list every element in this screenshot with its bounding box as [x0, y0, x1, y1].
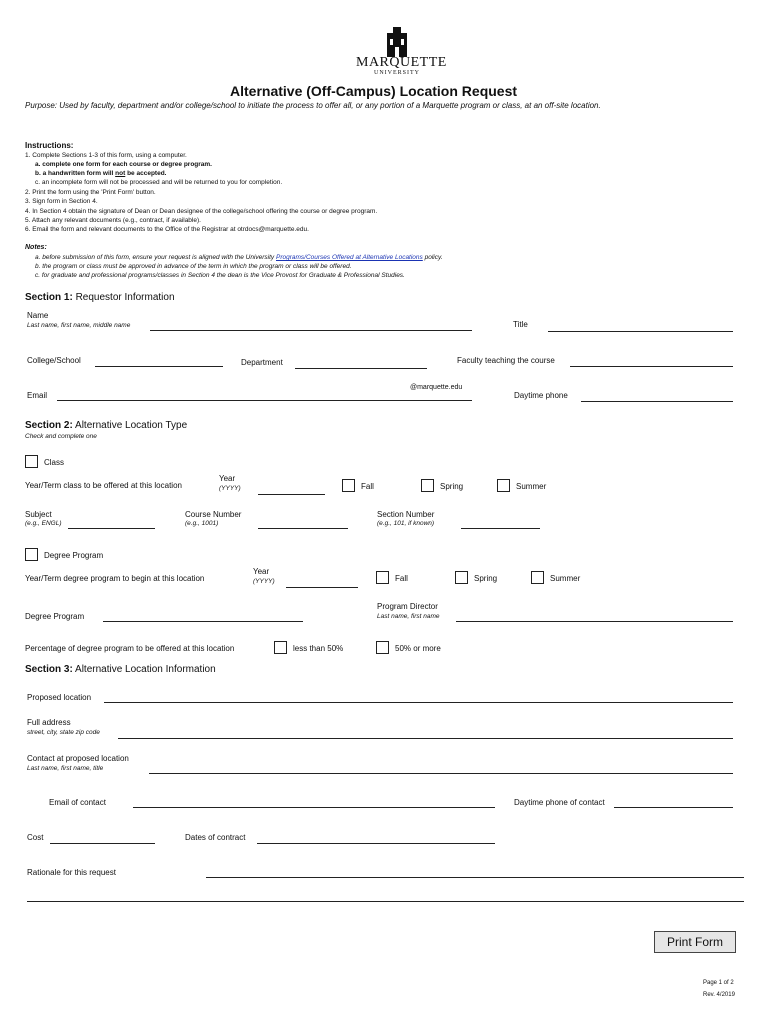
section-2-number: Section 2:	[25, 420, 73, 431]
logo-name: MARQUETTE	[356, 55, 447, 70]
class-spring-checkbox[interactable]	[421, 479, 434, 492]
degree-spring-label: Spring	[474, 574, 498, 583]
subject-field[interactable]	[68, 528, 155, 529]
section-3-number: Section 3:	[25, 664, 73, 675]
course-number-field[interactable]	[258, 528, 348, 529]
cost-label: Cost	[27, 833, 44, 842]
logo-sub: UNIVERSITY	[374, 70, 420, 76]
degree-program-checkbox[interactable]	[25, 548, 38, 561]
contact-phone-field[interactable]	[614, 807, 733, 808]
tower-logo-icon	[385, 27, 409, 57]
contact-phone-label: Daytime phone of contact	[514, 798, 605, 807]
degree-fall-checkbox[interactable]	[376, 571, 389, 584]
proposed-location-label: Proposed location	[27, 693, 92, 702]
full-address-field[interactable]	[118, 738, 733, 739]
class-summer-label: Summer	[516, 482, 547, 491]
less-than-50-label: less than 50%	[293, 644, 344, 653]
department-label: Department	[241, 358, 283, 367]
faculty-field[interactable]	[570, 366, 733, 367]
class-summer-checkbox[interactable]	[497, 479, 510, 492]
less-than-50-checkbox[interactable]	[274, 641, 287, 654]
proposed-location-field[interactable]	[104, 702, 733, 703]
page-title: Alternative (Off-Campus) Location Request	[230, 83, 518, 99]
page-number: Page 1 of 2	[703, 980, 734, 986]
rationale-label: Rationale for this request	[27, 868, 116, 877]
note-c: c. for graduate and professional programs/classes in Section 4 the dean is the Vice Provost for Graduate & Professional Studies.	[35, 272, 405, 279]
section-1-heading	[25, 292, 175, 303]
instruction-6: 6. Email the form and relevant documents to the Office of the Registrar at otrdocs@marquette.edu.	[25, 226, 309, 233]
section-3-heading	[25, 664, 216, 675]
class-fall-label: Fall	[361, 482, 374, 491]
email-domain: @marquette.edu	[410, 384, 463, 391]
note-a-text: a. before submission of this form, ensure your request is aligned with the University	[35, 254, 276, 261]
contact-hint: Last name, first name, title	[27, 765, 104, 772]
class-fall-checkbox[interactable]	[342, 479, 355, 492]
section-1-number: Section 1:	[25, 292, 73, 303]
course-number-hint: (e.g., 1001)	[185, 520, 219, 527]
note-a-suffix: policy.	[422, 254, 443, 261]
dates-of-contract-field[interactable]	[257, 843, 495, 844]
course-number-label: Course Number	[185, 510, 242, 519]
section-3-title: Alternative Location Information	[75, 664, 216, 675]
instruction-1b: b. a handwritten form will not be accepted.	[35, 170, 167, 177]
section-2-heading	[25, 420, 187, 431]
email-field[interactable]	[57, 400, 472, 401]
contact-email-field[interactable]	[133, 807, 495, 808]
instruction-5: 5. Attach any relevant documents (e.g., contract, if available).	[25, 217, 201, 224]
full-address-hint: street, city, state zip code	[27, 729, 100, 736]
50-or-more-checkbox[interactable]	[376, 641, 389, 654]
degree-program-name-label: Degree Program	[25, 612, 85, 621]
title-label: Title	[513, 320, 528, 329]
instruction-2: 2. Print the form using the 'Print Form' button.	[25, 189, 156, 196]
instruction-4: 4. In Section 4 obtain the signature of Dean or Dean designee of the college/school offering the course or degree program.	[25, 208, 378, 215]
degree-summer-label: Summer	[550, 574, 581, 583]
revision-date: Rev. 4/2019	[703, 992, 735, 998]
degree-program-name-field[interactable]	[103, 621, 303, 622]
degree-term-label: Year/Term degree program to begin at this location	[25, 574, 205, 583]
degree-fall-label: Fall	[395, 574, 408, 583]
college-label: College/School	[27, 356, 81, 365]
contact-field[interactable]	[149, 773, 733, 774]
college-field[interactable]	[95, 366, 223, 367]
dates-of-contract-label: Dates of contract	[185, 833, 246, 842]
instruction-1: 1. Complete Sections 1-3 of this form, using a computer.	[25, 152, 187, 159]
email-label: Email	[27, 391, 48, 400]
instruction-3: 3. Sign form in Section 4.	[25, 198, 98, 205]
degree-year-field[interactable]	[286, 587, 358, 588]
section-2-title: Alternative Location Type	[75, 420, 188, 431]
cost-field[interactable]	[50, 843, 155, 844]
degree-spring-checkbox[interactable]	[455, 571, 468, 584]
program-director-field[interactable]	[456, 621, 733, 622]
section-number-field[interactable]	[461, 528, 540, 529]
faculty-label: Faculty teaching the course	[457, 356, 555, 365]
policy-link[interactable]: Programs/Courses Offered at Alternative Locations	[275, 254, 423, 261]
section-number-hint: (e.g., 101, if known)	[377, 520, 435, 527]
department-field[interactable]	[295, 368, 427, 369]
degree-summer-checkbox[interactable]	[531, 571, 544, 584]
percentage-label: Percentage of degree program to be offered at this location	[25, 644, 235, 653]
50-or-more-label: 50% or more	[395, 644, 441, 653]
class-spring-label: Spring	[440, 482, 464, 491]
class-year-label: Year	[219, 474, 236, 483]
degree-year-label: Year	[253, 567, 270, 576]
program-director-label: Program Director	[377, 602, 438, 611]
section-2-hint: Check and complete one	[25, 433, 97, 440]
title-field[interactable]	[548, 331, 733, 332]
program-director-hint: Last name, first name	[377, 613, 440, 620]
name-label: Name	[27, 311, 49, 320]
note-b: b. the program or class must be approved in advance of the term in which the program or class will be offered.	[35, 263, 352, 270]
rationale-field-line-1[interactable]	[206, 877, 744, 878]
instruction-1c: c. an incomplete form will not be processed and will be returned to you for completion.	[35, 179, 283, 186]
contact-email-label: Email of contact	[49, 798, 106, 807]
contact-label: Contact at proposed location	[27, 754, 129, 763]
degree-program-label: Degree Program	[44, 551, 104, 560]
section-number-label: Section Number	[377, 510, 435, 519]
daytime-phone-label: Daytime phone	[514, 391, 568, 400]
degree-year-hint: (YYYY)	[253, 578, 275, 585]
section-1-title: Requestor Information	[75, 292, 175, 303]
name-hint: Last name, first name, middle name	[27, 322, 131, 329]
instruction-1a: a. complete one form for each course or degree program.	[35, 161, 212, 168]
subject-hint: (e.g., ENGL)	[25, 520, 62, 527]
class-label: Class	[44, 458, 65, 467]
instructions-heading: Instructions:	[25, 141, 74, 150]
print-form-button[interactable]: Print Form	[654, 931, 736, 953]
daytime-phone-field[interactable]	[581, 401, 733, 402]
class-term-label: Year/Term class to be offered at this location	[25, 481, 182, 490]
class-year-field[interactable]	[258, 494, 325, 495]
subject-label: Subject	[25, 510, 52, 519]
purpose-text: Purpose: Used by faculty, department and/or college/school to initiate the process to offer all, or any portion of a Marquette program or class, at an off-site location.	[25, 101, 601, 110]
note-a	[35, 254, 443, 261]
name-field[interactable]	[150, 330, 472, 331]
full-address-label: Full address	[27, 718, 71, 727]
class-year-hint: (YYYY)	[219, 485, 241, 492]
rationale-field-line-2[interactable]	[27, 901, 744, 902]
class-checkbox[interactable]	[25, 455, 38, 468]
notes-heading: Notes:	[25, 244, 47, 251]
